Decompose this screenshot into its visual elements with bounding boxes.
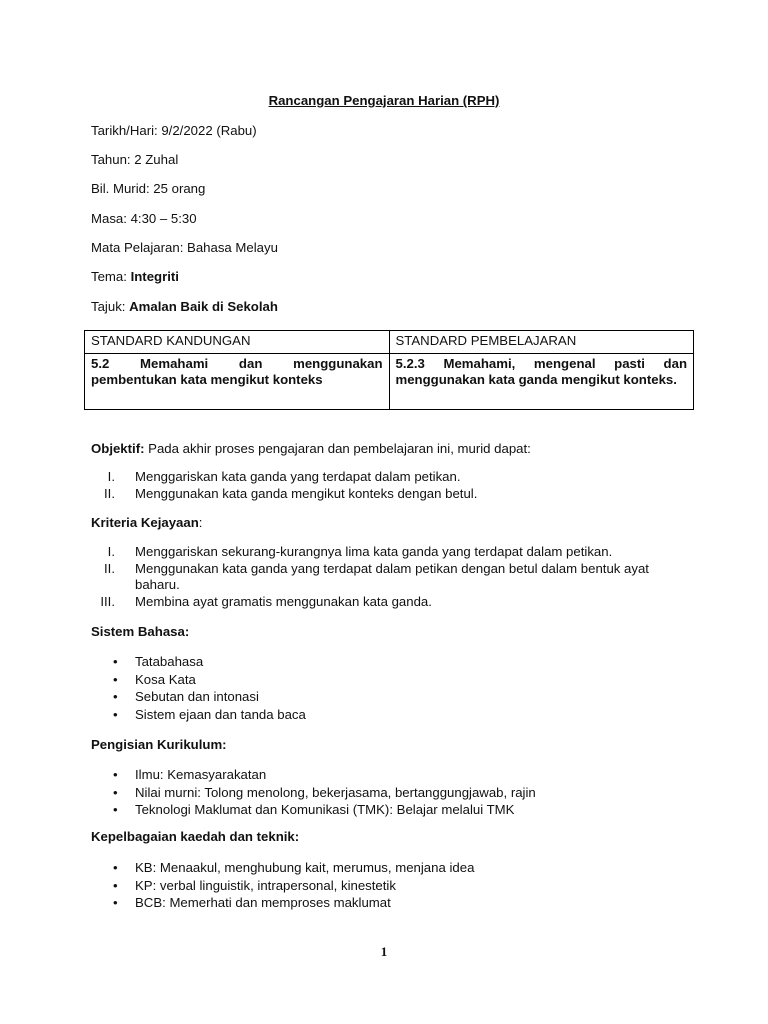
list-item — [91, 594, 691, 611]
field-tajuk — [91, 299, 278, 314]
kepelbagaian-list — [91, 859, 691, 912]
sistem-bahasa-list — [91, 653, 691, 723]
list-item: • Teknologi Maklumat dan Komunikasi (TMK): Belajar melalui TMK — [91, 801, 691, 819]
kepelbagaian-heading — [91, 829, 299, 844]
tajuk-label: Tajuk: — [91, 299, 130, 314]
list-item: • Sebutan dan intonasi — [91, 688, 691, 706]
objektif-label: Objektif: — [91, 441, 145, 456]
sistem-bahasa-heading — [91, 624, 189, 639]
kriteria-colon: : — [198, 515, 203, 530]
list-item — [91, 469, 691, 486]
header-standard-pembelajaran: STANDARD PEMBELAJARAN — [389, 331, 694, 354]
kepelbagaian-label: Kepelbagaian kaedah dan teknik: — [91, 829, 300, 844]
kriteria-heading — [91, 515, 202, 530]
tema-label: Tema: — [91, 269, 131, 284]
item-number: II. — [104, 560, 115, 576]
pengisian-kurikulum-label: Pengisian Kurikulum: — [91, 737, 227, 752]
item-number: I. — [107, 469, 115, 484]
list-item: • Ilmu: Kemasyarakatan — [91, 766, 691, 784]
pengisian-kurikulum-list — [91, 766, 691, 819]
field-tahun: Tahun: 2 Zuhal — [91, 152, 179, 167]
list-item: • KB: Menaakul, menghubung kait, merumus, menjana idea — [91, 859, 691, 877]
item-text: Menggariskan kata ganda yang terdapat dalam petikan. — [135, 469, 461, 484]
objektif-heading — [91, 441, 531, 456]
header-standard-kandungan: STANDARD KANDUNGAN — [85, 331, 390, 354]
page-number: 1 — [380, 944, 388, 959]
list-item — [91, 561, 691, 594]
item-text: Menggunakan kata ganda mengikut konteks dengan betul. — [135, 485, 478, 501]
list-item: • Tatabahasa — [91, 653, 691, 671]
tema-value: Integriti — [130, 269, 179, 284]
list-item — [91, 486, 691, 503]
list-item: • Nilai murni: Tolong menolong, bekerjasama, bertanggungjawab, rajin — [91, 784, 691, 802]
item-number: II. — [104, 485, 115, 501]
item-number: I. — [107, 544, 115, 559]
list-item: • Kosa Kata — [91, 671, 691, 689]
standards-table — [84, 330, 694, 410]
kriteria-label: Kriteria Kejayaan — [91, 515, 199, 530]
item-text: Menggariskan sekurang-kurangnya lima kata ganda yang terdapat dalam petikan. — [135, 544, 613, 559]
field-mata-pelajaran: Mata Pelajaran: Bahasa Melayu — [91, 240, 278, 255]
list-item: • Sistem ejaan dan tanda baca — [91, 706, 691, 724]
field-tarikh: Tarikh/Hari: 9/2/2022 (Rabu) — [91, 123, 257, 138]
document-title: Rancangan Pengajaran Harian (RPH) — [268, 93, 500, 108]
item-text: Menggunakan kata ganda yang terdapat dalam petikan dengan betul dalam bentuk ayat baharu. — [135, 560, 649, 592]
list-item: • BCB: Memerhati dan memproses maklumat — [91, 894, 691, 912]
pengisian-kurikulum-heading — [91, 737, 227, 752]
tajuk-value: Amalan Baik di Sekolah — [129, 299, 278, 314]
objektif-list — [91, 469, 691, 502]
field-masa: Masa: 4:30 – 5:30 — [91, 211, 197, 226]
field-bil-murid: Bil. Murid: 25 orang — [91, 181, 206, 196]
list-item — [91, 544, 691, 561]
sistem-bahasa-label: Sistem Bahasa: — [91, 624, 190, 639]
item-number: III. — [100, 593, 115, 609]
item-text: Membina ayat gramatis menggunakan kata ganda. — [135, 593, 432, 609]
cell-standard-pembelajaran: 5.2.3 Memahami, mengenal pasti dan menggunakan kata ganda mengikut konteks. — [389, 354, 694, 410]
field-tema — [91, 269, 179, 284]
cell-standard-kandungan: 5.2 Memahami dan menggunakan pembentukan kata mengikut konteks — [85, 354, 390, 410]
objektif-text: Pada akhir proses pengajaran dan pembelajaran ini, murid dapat: — [144, 441, 531, 456]
list-item: • KP: verbal linguistik, intrapersonal, kinestetik — [91, 877, 691, 895]
kriteria-list — [91, 544, 691, 610]
